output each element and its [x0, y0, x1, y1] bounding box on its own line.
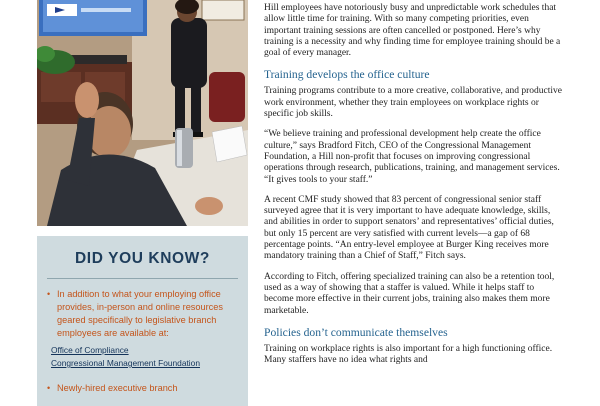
section-heading-policies: Policies don’t communicate themselves [264, 325, 448, 339]
paragraph: Training programs contribute to a more creative, collaborative, and productive work environment, whether they train employees on workplace rights or specific job skills. [264, 86, 563, 120]
article-body [264, 0, 564, 400]
congressional-management-foundation-link[interactable]: Congressional Management Foundation [51, 358, 200, 368]
paragraph: According to Fitch, offering specialized training can also be a retention tool, used as a way of showing that a staffer is valued. While it helps staff to become more effective in their current jobs, training also makes them more marketable. [264, 271, 555, 316]
office-of-compliance-link[interactable]: Office of Compliance [51, 345, 129, 355]
sidebar-item-text: Newly-hired executive branch [57, 383, 178, 393]
did-you-know-sidebar [37, 236, 248, 406]
sidebar-item [43, 288, 240, 340]
sidebar-title: DID YOU KNOW? [75, 250, 210, 267]
sidebar-divider [47, 278, 238, 279]
section-heading-office-culture: Training develops the office culture [264, 68, 430, 82]
sidebar-list [37, 288, 248, 395]
paragraph: A recent CMF study showed that 83 percent of congressional senior staff surveyed agree that it is very important to have adequate knowledge, skills, and abilities in order to support senators’ and representatives’ official duties, but only 15 percent are very satisfied with current levels—a gap of 68 percentage points. “An entry-level employee at Burger King receives more mandatory training than a Chief of Staff,” Fitch says. [264, 194, 554, 262]
bullet-icon: • [47, 289, 51, 299]
photo-illustration [37, 0, 248, 226]
training-session-photo [37, 0, 248, 226]
paragraph: “We believe training and professional development help create the office culture,” says Bradford Fitch, CEO of the Congressional Management Foundation, a Hill non-profit that focuses on improving congressional operations through research, publications, training, and management services. “It gives tools to your staff.” [264, 129, 560, 185]
intro-paragraph: Hill employees have notoriously busy and unpredictable work schedules that allow little time for training. With so many competing priorities, even important training sessions are often cancelled or postponed. Here’s why training is a necessity and why finding time for employee training should be a goal of every manager. [264, 3, 561, 59]
sidebar-item [43, 382, 240, 395]
sidebar-item-text: In addition to what your employing office provides, in-person and online resources geared specifically to legislative branch employees are available at: [57, 289, 223, 338]
bullet-icon: • [47, 383, 51, 393]
paragraph: Training on workplace rights is also important for a high functioning office. Many staffers have no idea what rights and [264, 343, 553, 366]
